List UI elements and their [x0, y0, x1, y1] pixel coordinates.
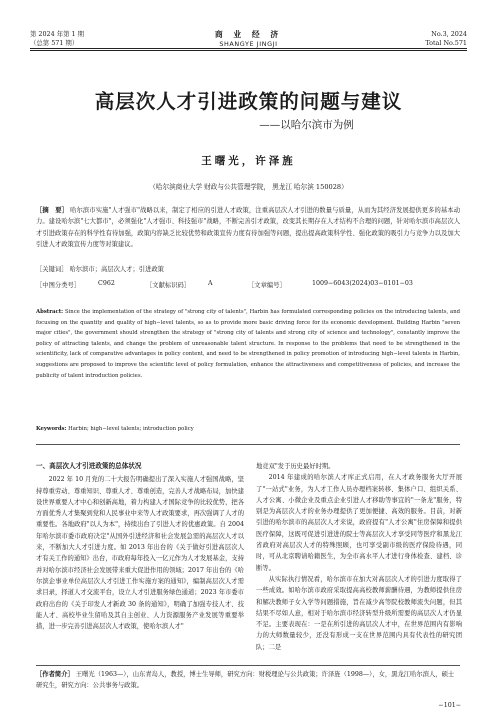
issue-total-line: （总第 571 期）	[30, 39, 79, 47]
article-no-label: ［文章编号］	[248, 282, 286, 289]
footnote-text: 王曙光（1963—），山东青岛人，教授，博士生导师，研究方向：财税理论与公共政策；许泽旌（1998—），女，黑龙江哈尔滨人，硕士研究生，研究方向：公共事务与政策。	[36, 671, 455, 689]
abstract-cn-label: ［摘 要］	[36, 207, 68, 214]
author-bio-footnote	[36, 669, 460, 691]
keywords-cn	[36, 264, 460, 273]
section-heading: 一、高层次人才引进政策的总体状况	[36, 462, 142, 470]
body-column-left	[36, 461, 244, 632]
article-subtitle: ——以哈尔滨市为例	[259, 119, 354, 131]
issue-line: 第 2024 年第 1 期	[30, 30, 85, 38]
doc-code-value: A	[208, 280, 213, 287]
keywords-cn-text: 哈尔滨市；高层次人才；引进政策	[69, 266, 164, 273]
issue-no: No.3, 2024	[431, 30, 467, 38]
keywords-en-text: Harbin; high−level talents; introduction policy	[68, 426, 194, 432]
issue-total-no: Total No.571	[425, 39, 467, 47]
journal-name-cn: 商 业 经 济	[214, 30, 283, 39]
keywords-en	[36, 424, 460, 434]
keywords-cn-label: ［关键词］	[36, 266, 68, 273]
journal-name-en: SHANGYE JINGJI	[219, 40, 278, 48]
article-title: 高层次人才引进政策的问题与建议	[94, 90, 403, 113]
author-affiliation: （哈尔滨商业大学 财政与公共管理学院， 黑龙江 哈尔滨 150028）	[149, 183, 348, 191]
abstract-separator	[36, 444, 460, 445]
body-column-right	[256, 461, 462, 653]
abstract-cn-text: 哈尔滨市实施"人才强市"战略以来，制定了相应的引进人才政策，注重高层次人才引进的数量与质量，从而为其经济发展提供更多的基本动力。建设哈尔滨"七大都市"，必须强化"人才强市、科技强市"战略，不断完善引才政策，改变其长期存在人才结构不合理的问题，针对哈尔滨市高层次人才引进政策存在的科学性有待加强，政策内容缺乏比较优势和政策宣传力度有待加强等问题，提出提高政策科学性、强化政策的吸引力与竞争力以及加大引进人才政策宣传力度等对策建议。	[36, 207, 460, 248]
issue-number-info	[425, 30, 467, 48]
doc-code-label: ［文献标识码］	[146, 282, 191, 289]
footnote-rule	[36, 665, 460, 666]
abstract-cn	[36, 205, 460, 250]
clc-label: ［中图分类号］	[36, 282, 81, 289]
body-paragraph-continued: 地竞双"发于历史最好时期。	[256, 463, 335, 470]
journal-name	[0, 29, 497, 48]
abstract-en-label: Abstract:	[36, 309, 64, 315]
page-number: −101−	[438, 702, 461, 709]
header-rule	[30, 48, 467, 49]
footnote-label: ［作者简介］	[36, 671, 74, 678]
header-rule-thin	[30, 50, 467, 51]
body-paragraph: 2022 年 10 月党的二十大报告明确提出了深入实施人才强国战略，坚持尊重劳动、尊重知识、尊重人才、尊重创造，完善人才战略布局，加快建设世界重要人才中心和创新高地，着力构建人才国际竞争的比较优势，把各方面优秀人才集聚到党和人民事业中来等人才政策要求，再次强调了人才的重要性。各地政府"以人为本"，持续出台了引进人才的优惠政策。自 2004 年哈尔滨市委市政府决定"从国外引进经济和社会发展急需的高层次人才以来，不断加大人才引进力度。如 2013 年出台的《关于做好引进高层次人才有关工作的通知》出台，市政府每年投入一亿元作为人才发展基金，支持并对哈尔滨市经济社会发展带来重大促进作用的领域；2017 年出台的《哈尔滨企事业单位高层次人才引进工作实施方案的通知》，编制高层次人才需求目录，择道人才交流平台，设立人才引进服务绿色通道；2023 年市委市政府出台的《关于印发人才新政 30 条的通知》，明确了加强专技人才、技能人才、高校毕业生留哈及其自主创业、人力资源服务产业发展等重要举措，进一步完善引进高层次人才政策，使哈尔滨人才"	[36, 476, 244, 631]
article-authors: 王曙光，许泽旌	[201, 155, 296, 167]
abstract-en	[36, 307, 460, 381]
abstract-en-text: Since the implementation of the strategy of "strong city of talents", Harbin has formulated corresponding policies on the introducing talents, and focusing on the quantity and quality of high−level talents, so as to provide more basic driving force for its economic development. Building Harbin "seven major cities", the government should strengthen the strategy of "strong city of talents and strong city of science and technology", constantly improve the policy of attracting talents, and change the problem of unreasonable talent structure. In response to the problems that need to be strengthened in the scientificity, lack of comparative advantages in policy content, and need to be strengthened in policy promotion of introducing high−level talents in Harbin, suggestions are proposed to improve the scientific level of policy formulation, enhance the attractiveness and competitiveness of policies, and increase the publicity of talent introduction policies.	[36, 309, 461, 379]
keywords-en-label: Keywords:	[36, 426, 67, 432]
body-paragraph: 从实际执行情况看，哈尔滨市在加大对高层次人才的引进力度取得了一些成效。如哈尔滨市政府采取提高高校教师薪酬待遇，为教师提供住房和解决教师子女入学等问题措施，旨在减少高等院校教师流失问题，但其结果不尽如人意，相对于哈尔滨市经济转型升级所需要的高层次人才仍显不足。主要表现在：一是在所引进的高层次人才中，在世界范围内有影响力的大师数量较少，还没有形成一支在世界范围内具有代表性的研究团队；二是	[256, 575, 462, 651]
body-paragraph: 2014 年建成的哈尔滨人才库正式启用，在人才政务服务大厅开展了"一站式"业务，为人才工作人员办理档案转移、集体户口、组织关系、人才公寓、小微企业及重点企业引进人才移助等事宜的"一条龙"服务，特别是为高层次人才的业务办理提供了更加便捷、高效的服务。目前，对新引进的哈尔滨市的高层次人才来说，政府提有"人才公寓"住房保障和提供医疗保障，这既可促进引进进的院士等高层次人才享受同等医疗和黑龙江省政府对高层次人才的特殊照顾，也可享受副市级的医疗保险待遇，同时，可从北京聘请哈籍医生，为全市高水平人才进行身体检查、建档、诊断等。	[256, 474, 462, 572]
article-no-value: 1009−6043(2024)03−0101−03	[312, 280, 413, 287]
clc-value: C962	[98, 280, 115, 287]
